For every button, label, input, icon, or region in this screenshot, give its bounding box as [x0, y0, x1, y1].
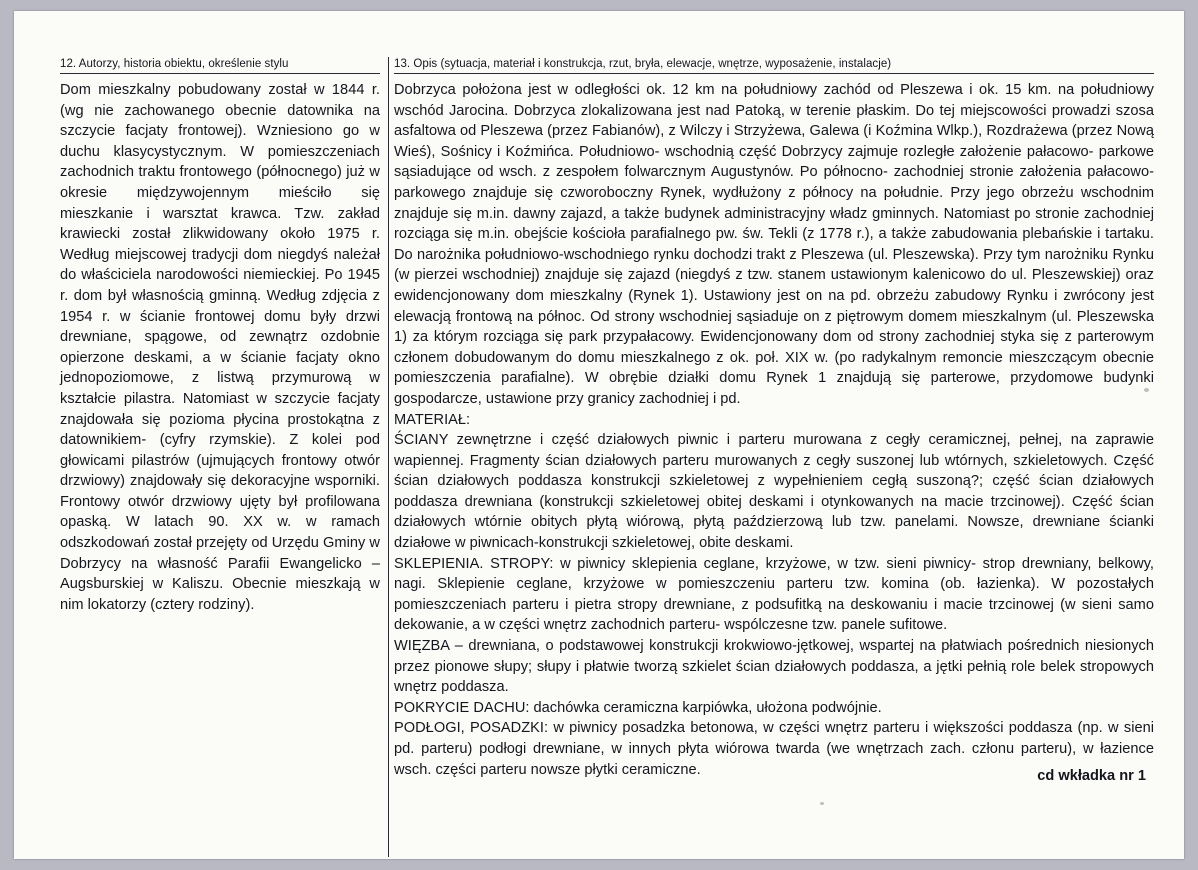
- paragraph-walls: ŚCIANY zewnętrzne i część działowych piwnic i parteru murowana z cegły ceramicznej, pełnej, na zaprawie wapiennej. Fragmenty ścian działowych parteru murowanych z cegły suszonej lub wtórnych, szkieletowych. Część ścian działowych poddasza konstrukcji szkieletowej z wypełnieniem cegłą suszoną?; część ścian działowych poddasza drewniana (konstrukcji szkieletowej obitej deskami i otynkowanych na macie trzcinowej). Część ścian działowych wtórnie obitych płytą wiórową, płytą paździerzową lub tzw. panelami. Nowsze, drewniane ścianki działowe w piwnicach-konstrukcji szkieletowej, obite deskami.: [394, 432, 1154, 552]
- paragraph-roof-cover: POKRYCIE DACHU: dachówka ceramiczna karpiówka, ułożona podwójnie.: [394, 699, 882, 716]
- paragraph-roof-truss: WIĘZBA – drewniana, o podstawowej konstrukcji krokwiowo-jętkowej, wspartej na płatwiach pośrednich niesionych przez pionowe słupy; słupy i płatwie tworzą szkielet ścian działowych poddasza, a jętki pełnią role belek stropowych wnętrz poddasza.: [394, 638, 1154, 696]
- document-sheet: [14, 11, 1184, 859]
- column-right-body: [394, 80, 1154, 780]
- paragraph: Dom mieszkalny pobudowany został w 1844 r. (wg nie zachowanego obecnie datownika na szczycie facjaty frontowej). Wzniesiono go w duchu klasycystycznym. W pomieszczeniach zachodnich traktu frontowego (północnego) już w okresie międzywojennym mieściło się mieszkanie i warsztat krawca. Tzw. zakład krawiecki został zlikwidowany około 1975 r. Według miejscowej tradycji dom niegdyś należał do właściciela narodowości niemieckiej. Po 1945 r. dom był własnością gminną. Według zdjęcia z 1954 r. w ścianie frontowej domu były drzwi drewniane, spągowe, od zewnątrz ozdobnie opierzone deskami, a w ścianie facjaty okno jednopoziomowe, z listwą przymurową w kształcie pilastra. Natomiast w szczycie facjaty znajdowała się pozioma płycina prostokątna z datownikiem- (cyfry rzymskie). Z kolei pod głowicami pilastrów (ujmujących frontowy otwór drzwiowy) znajdowały się dekoracyjne wsporniki. Frontowy otwór drzwiowy ujęty był profilowana opaską. W latach 90. XX w. w ramach odszkodowań został przejęty od Urzędu Gminy w Dobrzycy na własność Parafii Ewangelicko – Augsburskiej w Kaliszu. Obecnie mieszkają w nim lokatorzy (cztery rodziny).: [60, 82, 380, 613]
- paragraph-floors: PODŁOGI, POSADZKI: w piwnicy posadzka betonowa, w części wnętrz parteru i większości poddasza (np. w sieni pd. parteru) podłogi drewniane, w innych płyta wiórowa twarda (we wnętrzach zach. członu parteru), w łazience wsch. części parteru nowsze płytki ceramiczne.: [394, 720, 1154, 778]
- paragraph: Dobrzyca położona jest w odległości ok. 12 km na południowy zachód od Pleszewa i ok. 15 km. na południowy wschód Jarocina. Dobrzyca zlokalizowana jest nad Patoką, w terenie płaskim. Do tej miejscowości prowadzi szosa asfaltowa od Pleszewa (przez Fabianów), z Wilczy i Strzyżewa, Galewa (i Koźmina Wlkp.), Rozdrażewa (przez Nową Wieś), Sośnicy i Koźmińca. Południowo- wschodnią część Dobrzycy zajmuje rozległe założenie pałacowo- parkowe sąsiadujące od wsch. z zespołem folwarcznym Augustynów. Po północno- zachodniej stronie założenia pałacowo-parkowego znajduje się czworoboczny Rynek, wydłużony z północy na południe. Przy jego obrzeżu wschodnim znajduje się m.in. dawny zajazd, a także budynek administracyjny władz gminnych. Natomiast po stronie zachodniej rozciąga się m.in. obejście kościoła parafialnego pw. św. Tekli (z 1778 r.), a także zabudowania plebańskie i tartaku. Do narożnika południowo-wschodniego rynku dochodzi trakt z Pleszewa (ul. Pleszewska). Przy tym narożniku Rynku (w pierzei wschodniej) znajduje się zajazd (niegdyś z tzw. stanem ustawionym kalenicowo do ul. Pleszewskiej) oraz ewidencjonowany dom mieszkalny (Rynek 1). Ustawiony jest on na pd. obrzeżu zabudowy Rynku i zwrócony jest elewacją frontową na północ. Od strony wschodniej sąsiaduje on z piętrowym domem mieszkalnym (ul. Pleszewska 1) za którym rozciąga się park przypałacowy. Ewidencjonowany dom od strony zachodniej styka się z parterowym członem dobudowanym do domu mieszkalnego z ok. poł. XIX w. (po radykalnym remoncie mieszczącym obecnie pomieszczenia parafialne). W obrębie działki domu Rynek 1 znajdują się parterowe, przydomowe budynki gospodarcze, ustawione przy granicy zachodniej i pd.: [394, 82, 1154, 407]
- column-divider: [388, 57, 389, 857]
- page-footnote: cd wkładka nr 1: [1037, 768, 1146, 784]
- scanned-document-page: [14, 11, 1184, 859]
- scan-speck: [1144, 388, 1149, 392]
- column-authors-history: [60, 57, 380, 615]
- column-left-body: [60, 80, 380, 615]
- scan-speck: [820, 802, 824, 805]
- column-left-header: 12. Autorzy, historia obiektu, określenie stylu: [60, 57, 380, 74]
- column-right-header: 13. Opis (sytuacja, materiał i konstrukcja, rzut, bryła, elewacje, wnętrze, wyposażenie, instalacje): [394, 57, 1154, 74]
- paragraph-material-heading: MATERIAŁ:: [394, 411, 471, 428]
- column-description: [394, 57, 1154, 780]
- paragraph-vaults-ceilings: SKLEPIENIA. STROPY: w piwnicy sklepienia ceglane, krzyżowe, w tzw. sieni piwnicy- strop drewniany, belkowy, nagi. Sklepienie ceglane, krzyżowe w pomieszczeniu parteru tzw. komina (ob. łazienka). W pozostałych pomieszczeniach parteru i pietra stropy drewniane, z podsufitką na deskowaniu i macie trzcinowej (w sieni samo dekowanie, a w części wnętrz zachodnich parteru- wspólczesne tzw. panele sufitowe.: [394, 555, 1154, 634]
